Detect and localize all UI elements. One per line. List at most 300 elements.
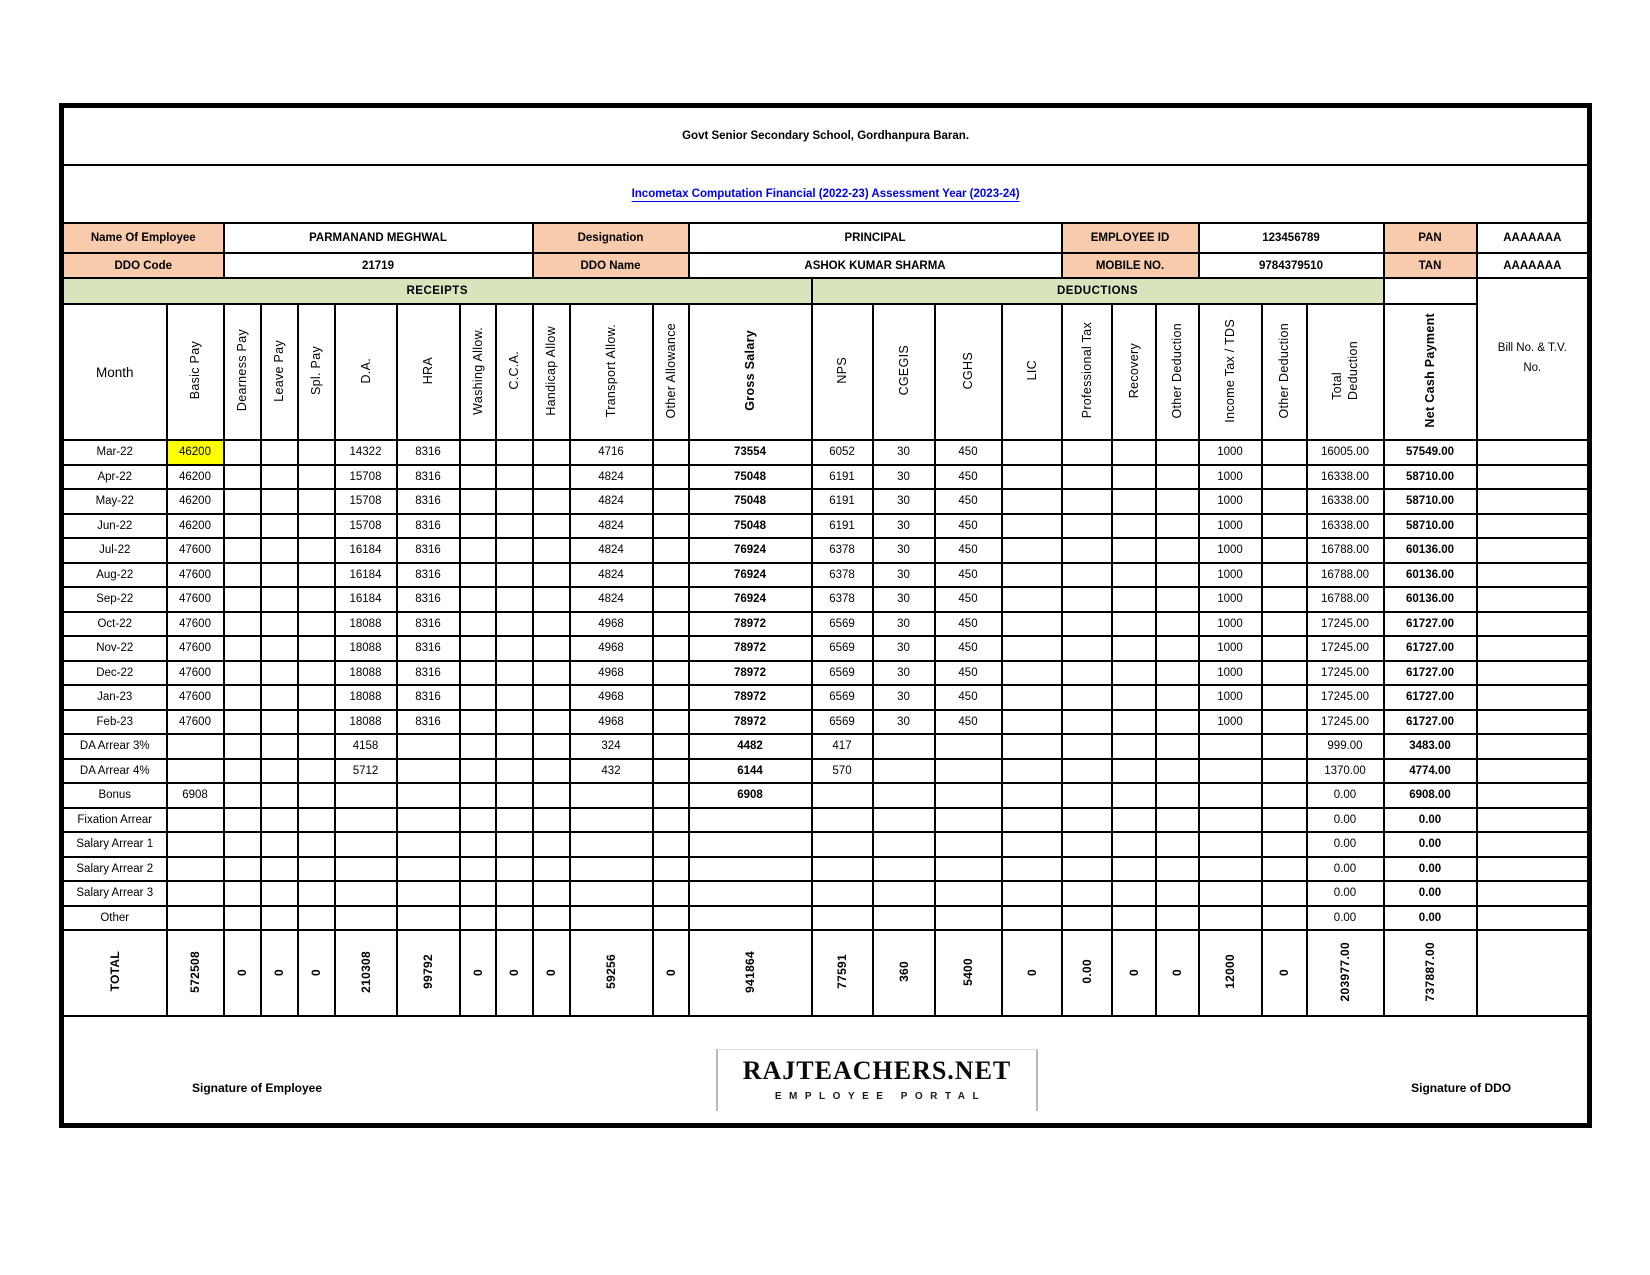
data-cell: 4824: [570, 563, 653, 588]
data-cell: [1062, 587, 1112, 612]
data-cell: [1112, 759, 1156, 784]
data-cell: [1156, 612, 1199, 637]
data-cell: 58710.00: [1384, 465, 1477, 490]
data-cell: [1062, 881, 1112, 906]
table-row: [62, 587, 1590, 612]
data-cell: [1156, 857, 1199, 882]
data-cell: [261, 563, 298, 588]
data-cell: 60136.00: [1384, 538, 1477, 563]
data-cell: [1002, 710, 1062, 735]
designation-label: Designation: [533, 223, 689, 253]
data-cell: [653, 465, 689, 490]
total-row: [62, 930, 1590, 1016]
data-cell: 8316: [397, 563, 460, 588]
column-header: Basic Pay: [167, 304, 224, 440]
data-cell: [298, 783, 335, 808]
row-label: Salary Arrear 3: [62, 881, 167, 906]
data-cell: [533, 759, 570, 784]
row-label: Aug-22: [62, 563, 167, 588]
data-cell: 570: [812, 759, 873, 784]
data-cell: [1262, 465, 1307, 490]
data-cell: 17245.00: [1307, 612, 1384, 637]
data-cell: [1156, 759, 1199, 784]
table-row: [62, 832, 1590, 857]
data-cell: 4824: [570, 587, 653, 612]
data-cell: [335, 906, 397, 931]
data-cell: [496, 563, 533, 588]
data-cell: 47600: [167, 563, 224, 588]
data-cell: 61727.00: [1384, 636, 1477, 661]
data-cell: 76924: [689, 587, 812, 612]
data-cell: [261, 783, 298, 808]
data-cell: [1112, 612, 1156, 637]
data-cell: [935, 857, 1002, 882]
column-header: Leave Pay: [261, 304, 298, 440]
data-cell: 0.00: [1384, 832, 1477, 857]
data-cell: [1112, 636, 1156, 661]
data-cell: 4774.00: [1384, 759, 1477, 784]
data-cell: [812, 906, 873, 931]
data-cell: 450: [935, 514, 1002, 539]
data-cell: [1156, 661, 1199, 686]
data-cell: [224, 857, 261, 882]
data-cell: [1112, 489, 1156, 514]
data-cell: 30: [873, 514, 935, 539]
data-cell: [397, 832, 460, 857]
table-row: [62, 563, 1590, 588]
data-cell: [1002, 587, 1062, 612]
data-cell: [1002, 808, 1062, 833]
row-label: DA Arrear 3%: [62, 734, 167, 759]
data-cell: 6569: [812, 661, 873, 686]
signature-of-employee-label: Signature of Employee: [192, 1081, 323, 1095]
data-cell: 8316: [397, 514, 460, 539]
ddo-code-value: 21719: [224, 253, 533, 278]
data-cell: [1262, 808, 1307, 833]
data-cell: [224, 759, 261, 784]
data-cell: [1477, 808, 1590, 833]
row-label: DA Arrear 4%: [62, 759, 167, 784]
total-cell: 0: [1112, 930, 1156, 1016]
data-cell: [1477, 612, 1590, 637]
data-cell: 16788.00: [1307, 563, 1384, 588]
data-cell: [1262, 685, 1307, 710]
data-cell: 16338.00: [1307, 489, 1384, 514]
data-cell: [1199, 857, 1262, 882]
employee-id-value: 123456789: [1199, 223, 1384, 253]
data-cell: [460, 734, 496, 759]
data-cell: [261, 538, 298, 563]
data-cell: [533, 783, 570, 808]
data-cell: 16184: [335, 563, 397, 588]
data-cell: [1062, 489, 1112, 514]
data-cell: 47600: [167, 710, 224, 735]
data-cell: 8316: [397, 440, 460, 465]
data-cell: 6569: [812, 685, 873, 710]
total-cell: 737887.00: [1384, 930, 1477, 1016]
data-cell: [1002, 636, 1062, 661]
data-cell: 75048: [689, 514, 812, 539]
data-cell: [1156, 636, 1199, 661]
data-cell: [224, 636, 261, 661]
row-label: Dec-22: [62, 661, 167, 686]
data-cell: [1002, 832, 1062, 857]
data-cell: [1477, 832, 1590, 857]
data-cell: [298, 759, 335, 784]
data-cell: [397, 906, 460, 931]
column-header: Month: [62, 304, 167, 440]
total-cell: 0: [224, 930, 261, 1016]
data-cell: [1002, 563, 1062, 588]
data-cell: 450: [935, 710, 1002, 735]
data-cell: [1002, 759, 1062, 784]
data-cell: [1062, 661, 1112, 686]
data-cell: [689, 857, 812, 882]
data-cell: [935, 906, 1002, 931]
total-cell: 99792: [397, 930, 460, 1016]
data-cell: [570, 832, 653, 857]
data-cell: 47600: [167, 661, 224, 686]
data-cell: [224, 612, 261, 637]
data-cell: [1002, 783, 1062, 808]
data-cell: [1477, 906, 1590, 931]
column-header: HRA: [397, 304, 460, 440]
column-header: Other Deduction: [1262, 304, 1307, 440]
data-cell: [261, 587, 298, 612]
data-cell: [460, 783, 496, 808]
data-cell: [873, 759, 935, 784]
document-subtitle-cell: [62, 165, 1590, 223]
data-cell: [1062, 734, 1112, 759]
data-cell: 47600: [167, 612, 224, 637]
data-cell: 30: [873, 587, 935, 612]
data-cell: [533, 881, 570, 906]
data-cell: 18088: [335, 661, 397, 686]
data-cell: [261, 710, 298, 735]
data-cell: [496, 734, 533, 759]
data-cell: 16338.00: [1307, 514, 1384, 539]
data-cell: 6191: [812, 489, 873, 514]
employee-name-value: PARMANAND MEGHWAL: [224, 223, 533, 253]
data-cell: 16338.00: [1307, 465, 1384, 490]
data-cell: 15708: [335, 489, 397, 514]
data-cell: 78972: [689, 661, 812, 686]
data-cell: 6908: [167, 783, 224, 808]
employee-id-label: EMPLOYEE ID: [1062, 223, 1199, 253]
data-cell: [873, 808, 935, 833]
data-cell: [1262, 783, 1307, 808]
computation-table: [59, 103, 1592, 1128]
data-cell: [1156, 906, 1199, 931]
data-cell: [298, 808, 335, 833]
data-cell: [1199, 808, 1262, 833]
data-cell: [460, 906, 496, 931]
data-cell: [1477, 636, 1590, 661]
data-cell: [1112, 832, 1156, 857]
data-cell: [224, 661, 261, 686]
total-cell: 941864: [689, 930, 812, 1016]
data-cell: 6191: [812, 465, 873, 490]
data-cell: [1112, 661, 1156, 686]
data-cell: [1156, 783, 1199, 808]
data-cell: [935, 734, 1002, 759]
data-cell: [653, 489, 689, 514]
data-cell: 0.00: [1307, 808, 1384, 833]
data-cell: [533, 734, 570, 759]
data-cell: [397, 881, 460, 906]
data-cell: [653, 857, 689, 882]
data-cell: [533, 808, 570, 833]
data-cell: [533, 857, 570, 882]
total-cell: 0: [298, 930, 335, 1016]
data-cell: [496, 685, 533, 710]
data-cell: [261, 759, 298, 784]
data-cell: [533, 685, 570, 710]
data-cell: 6908.00: [1384, 783, 1477, 808]
data-cell: [533, 832, 570, 857]
tan-value: AAAAAAA: [1477, 253, 1590, 278]
data-cell: 75048: [689, 465, 812, 490]
data-cell: 30: [873, 661, 935, 686]
data-cell: [261, 489, 298, 514]
table-row: [62, 465, 1590, 490]
data-cell: [1262, 440, 1307, 465]
data-cell: [1062, 612, 1112, 637]
data-cell: [653, 685, 689, 710]
data-cell: 8316: [397, 612, 460, 637]
mobile-no-label: MOBILE NO.: [1062, 253, 1199, 278]
data-cell: [1199, 783, 1262, 808]
data-cell: 73554: [689, 440, 812, 465]
data-cell: 6569: [812, 612, 873, 637]
data-cell: 0.00: [1307, 832, 1384, 857]
data-cell: 5712: [335, 759, 397, 784]
data-cell: [298, 587, 335, 612]
data-cell: 417: [812, 734, 873, 759]
data-cell: 14322: [335, 440, 397, 465]
data-cell: 1000: [1199, 440, 1262, 465]
mobile-no-value: 9784379510: [1199, 253, 1384, 278]
data-rows: [62, 440, 1590, 930]
data-cell: [224, 783, 261, 808]
data-cell: [1262, 906, 1307, 931]
data-cell: [298, 857, 335, 882]
data-cell: [496, 783, 533, 808]
data-cell: 15708: [335, 514, 397, 539]
data-cell: 78972: [689, 710, 812, 735]
data-cell: [298, 906, 335, 931]
data-cell: [261, 636, 298, 661]
data-cell: 999.00: [1307, 734, 1384, 759]
logo-subtitle-text: EMPLOYEE PORTAL: [774, 1091, 987, 1102]
data-cell: [533, 465, 570, 490]
data-cell: [261, 685, 298, 710]
data-cell: [224, 440, 261, 465]
table-row: [62, 710, 1590, 735]
data-cell: 61727.00: [1384, 685, 1477, 710]
data-cell: [397, 808, 460, 833]
data-cell: 450: [935, 661, 1002, 686]
data-cell: [298, 661, 335, 686]
column-header: Total Deduction: [1307, 304, 1384, 440]
data-cell: 17245.00: [1307, 710, 1384, 735]
data-cell: 6569: [812, 710, 873, 735]
data-cell: 18088: [335, 685, 397, 710]
data-cell: [496, 538, 533, 563]
data-cell: [653, 612, 689, 637]
data-cell: 450: [935, 489, 1002, 514]
data-cell: 4824: [570, 538, 653, 563]
data-cell: [261, 832, 298, 857]
total-cell: 0: [496, 930, 533, 1016]
data-cell: [1112, 440, 1156, 465]
data-cell: [1002, 906, 1062, 931]
data-cell: 17245.00: [1307, 661, 1384, 686]
data-cell: [1112, 685, 1156, 710]
data-cell: [653, 661, 689, 686]
data-cell: 324: [570, 734, 653, 759]
column-header: Professional Tax: [1062, 304, 1112, 440]
data-cell: [224, 538, 261, 563]
data-cell: [1262, 563, 1307, 588]
data-cell: [1002, 881, 1062, 906]
data-cell: [1112, 808, 1156, 833]
data-cell: [1062, 906, 1112, 931]
data-cell: [1062, 832, 1112, 857]
rajteachers-logo: [716, 1049, 1038, 1111]
data-cell: [1112, 881, 1156, 906]
total-cell: 203977.00: [1307, 930, 1384, 1016]
data-cell: 60136.00: [1384, 587, 1477, 612]
data-cell: [1199, 906, 1262, 931]
data-cell: 0.00: [1307, 783, 1384, 808]
tan-label: TAN: [1384, 253, 1477, 278]
table-row: [62, 612, 1590, 637]
data-cell: [460, 563, 496, 588]
data-cell: [397, 759, 460, 784]
employee-name-label: Name Of Employee: [62, 223, 224, 253]
designation-value: PRINCIPAL: [689, 223, 1062, 253]
ddo-name-value: ASHOK KUMAR SHARMA: [689, 253, 1062, 278]
table-row: [62, 514, 1590, 539]
data-cell: [873, 881, 935, 906]
data-cell: 4824: [570, 514, 653, 539]
data-cell: [533, 489, 570, 514]
data-cell: [224, 514, 261, 539]
data-cell: [261, 734, 298, 759]
data-cell: [1477, 538, 1590, 563]
data-cell: 47600: [167, 685, 224, 710]
data-cell: [1062, 636, 1112, 661]
data-cell: [873, 857, 935, 882]
data-cell: [1477, 734, 1590, 759]
data-cell: [533, 514, 570, 539]
total-cell: 0: [533, 930, 570, 1016]
data-cell: [1262, 759, 1307, 784]
data-cell: [1002, 857, 1062, 882]
data-cell: [1477, 710, 1590, 735]
data-cell: 6191: [812, 514, 873, 539]
data-cell: 75048: [689, 489, 812, 514]
column-header: NPS: [812, 304, 873, 440]
data-cell: 46200: [167, 440, 224, 465]
data-cell: [533, 538, 570, 563]
data-cell: 8316: [397, 710, 460, 735]
column-header: Other Deduction: [1156, 304, 1199, 440]
data-cell: [224, 563, 261, 588]
data-cell: 0.00: [1307, 906, 1384, 931]
total-cell: 0: [1156, 930, 1199, 1016]
data-cell: 30: [873, 465, 935, 490]
column-header: Other Allowance: [653, 304, 689, 440]
data-cell: [653, 759, 689, 784]
table-row: [62, 881, 1590, 906]
data-cell: 30: [873, 685, 935, 710]
data-cell: [167, 857, 224, 882]
data-cell: [397, 734, 460, 759]
data-cell: [1262, 857, 1307, 882]
data-cell: [298, 636, 335, 661]
row-label: Jul-22: [62, 538, 167, 563]
data-cell: [1002, 661, 1062, 686]
footer-area: [62, 1016, 1590, 1126]
data-cell: 8316: [397, 465, 460, 490]
table-row: [62, 685, 1590, 710]
data-cell: [1156, 563, 1199, 588]
data-cell: [496, 881, 533, 906]
data-cell: 1000: [1199, 587, 1262, 612]
data-cell: 4158: [335, 734, 397, 759]
data-cell: [298, 563, 335, 588]
data-cell: 450: [935, 612, 1002, 637]
data-cell: 61727.00: [1384, 661, 1477, 686]
data-cell: [460, 514, 496, 539]
row-label: Nov-22: [62, 636, 167, 661]
data-cell: [460, 710, 496, 735]
total-cell: 210308: [335, 930, 397, 1016]
column-header: Dearness Pay: [224, 304, 261, 440]
data-cell: 16184: [335, 587, 397, 612]
data-cell: 18088: [335, 710, 397, 735]
table-row: [62, 489, 1590, 514]
data-cell: [335, 783, 397, 808]
data-cell: 30: [873, 440, 935, 465]
data-cell: [1477, 759, 1590, 784]
data-cell: [261, 857, 298, 882]
data-cell: [1112, 857, 1156, 882]
data-cell: [496, 612, 533, 637]
column-header: CGEGIS: [873, 304, 935, 440]
data-cell: 4716: [570, 440, 653, 465]
data-cell: [533, 906, 570, 931]
table-row: [62, 906, 1590, 931]
total-cell: 0: [261, 930, 298, 1016]
data-cell: [1477, 661, 1590, 686]
data-cell: [167, 759, 224, 784]
data-cell: 47600: [167, 538, 224, 563]
data-cell: [1002, 685, 1062, 710]
data-cell: 6052: [812, 440, 873, 465]
column-header: Spl. Pay: [298, 304, 335, 440]
data-cell: 1000: [1199, 489, 1262, 514]
data-cell: [1062, 538, 1112, 563]
data-cell: [496, 906, 533, 931]
data-cell: [1199, 734, 1262, 759]
data-cell: [298, 514, 335, 539]
table-row: [62, 661, 1590, 686]
data-cell: [1477, 489, 1590, 514]
data-cell: [460, 857, 496, 882]
